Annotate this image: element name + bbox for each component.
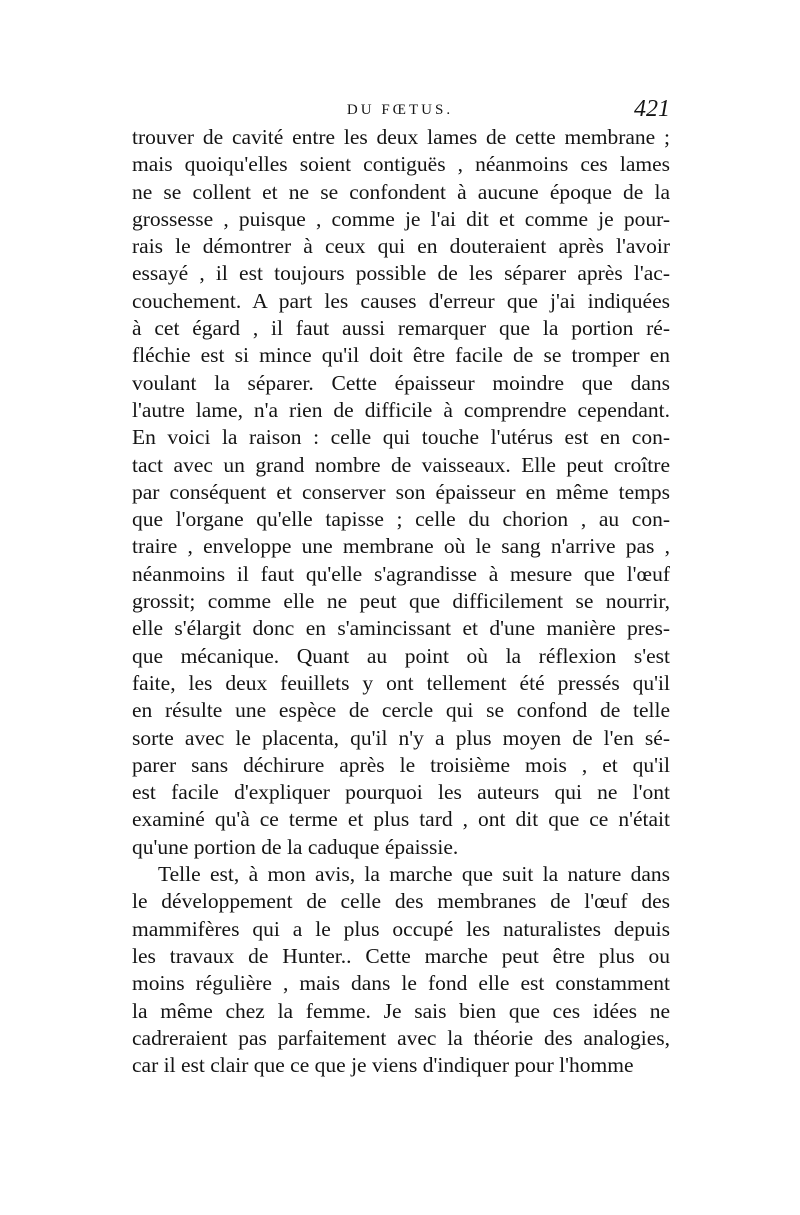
- text-line: trouver de cavité entre les deux lames de cette membrane ;: [132, 125, 670, 149]
- text-line: En voici la raison : celle qui touche l'utérus est en con-: [132, 425, 670, 450]
- text-line: la même chez la femme. Je sais bien que ces idées ne: [132, 998, 670, 1023]
- text-line: tact avec un grand nombre de vaisseaux. Elle peut croître: [132, 452, 670, 477]
- text-line: par conséquent et conserver son épaisseur en même temps: [132, 479, 670, 504]
- text-line: voulant la séparer. Cette épaisseur moindre que dans: [132, 370, 670, 395]
- text-line: les travaux de Hunter.. Cette marche peut être plus ou: [132, 943, 670, 968]
- text-line: ne se collent et ne se confondent à aucune époque de la: [132, 179, 670, 204]
- text-line: est facile d'expliquer pourquoi les auteurs qui ne l'ont: [132, 780, 670, 805]
- text-line: grossesse , puisque , comme je l'ai dit et comme je pour-: [132, 206, 670, 231]
- text-line: en résulte une espèce de cercle qui se confond de telle: [132, 698, 670, 723]
- text-line: mammifères qui a le plus occupé les naturalistes depuis: [132, 916, 670, 941]
- running-title: DU FŒTUS.: [346, 102, 454, 118]
- text-line: que l'organe qu'elle tapisse ; celle du chorion , au con-: [132, 507, 670, 532]
- page-number: 421: [634, 96, 670, 122]
- text-line: couchement. A part les causes d'erreur que j'ai indiquées: [132, 288, 670, 313]
- text-line: fléchie est si mince qu'il doit être facile de se tromper en: [132, 343, 670, 368]
- text-line: l'autre lame, n'a rien de difficile à comprendre cependant.: [132, 397, 670, 422]
- body-text: [132, 124, 670, 1079]
- text-line: à cet égard , il faut aussi remarquer que la portion ré-: [132, 316, 670, 341]
- text-line: cadreraient pas parfaitement avec la théorie des analogies,: [132, 1025, 670, 1050]
- text-line: elle s'élargit donc en s'amincissant et d'une manière pres-: [132, 616, 670, 641]
- text-line: examiné qu'à ce terme et plus tard , ont dit que ce n'était: [132, 807, 670, 832]
- text-line: qu'une portion de la caduque épaissie.: [132, 834, 459, 859]
- text-line: mais quoiqu'elles soient contiguës , néanmoins ces lames: [132, 152, 670, 177]
- text-line: parer sans déchirure après le troisième mois , et qu'il: [132, 752, 670, 777]
- text-line: néanmoins il faut qu'elle s'agrandisse à mesure que l'œuf: [132, 561, 670, 586]
- text-line: rais le démontrer à ceux qui en douteraient après l'avoir: [132, 234, 670, 259]
- text-line: car il est clair que ce que je viens d'indiquer pour l'homme: [132, 1053, 634, 1078]
- text-line: moins régulière , mais dans le fond elle est constamment: [132, 971, 670, 996]
- text-line: faite, les deux feuillets y ont tellement été pressés qu'il: [132, 670, 670, 695]
- text-line: que mécanique. Quant au point où la réflexion s'est: [132, 643, 670, 668]
- text-line: Telle est, à mon avis, la marche que suit la nature dans: [158, 862, 670, 887]
- text-line: essayé , il est toujours possible de les séparer après l'ac-: [132, 261, 670, 286]
- text-line: grossit; comme elle ne peut que difficilement se nourrir,: [132, 589, 670, 614]
- text-line: sorte avec le placenta, qu'il n'y a plus moyen de l'en sé-: [132, 725, 670, 750]
- text-line: traire , enveloppe une membrane où le sang n'arrive pas ,: [132, 534, 670, 559]
- text-line: le développement de celle des membranes de l'œuf des: [132, 889, 670, 914]
